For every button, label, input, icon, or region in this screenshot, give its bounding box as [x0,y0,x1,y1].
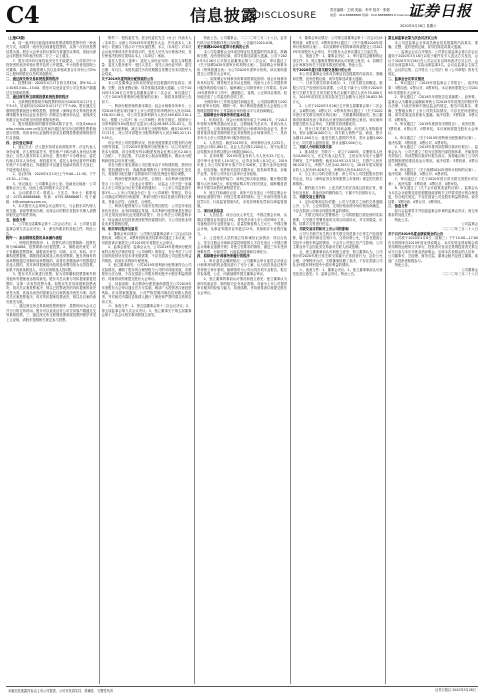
section-subtitle: DISCLOSURE [254,11,317,21]
paragraph: 本公司及董事会全体成员保证信息披露的内容真实、准确和完整，没有虚假记载、误导性陈述或重大遗漏。公司于2020年3月26日召开第五届董事会第十二次会议，审议通过了《关于续聘2020年度审计机构的议案》，拟续聘会计师事务所（特殊普通合伙）为公司2020年度审计机构，该议案尚需提交公司股东大会审议。 [197,49,287,77]
footer-divider [6,686,478,687]
announcement-heading: 四、拟续聘会计师事务所履行的程序 [197,254,250,259]
signature-line: 公司监事会 [461,222,478,227]
announcement-heading: 二、拟续聘会计师事务所的基本信息 [197,113,250,118]
paragraph: 3、登记地点：公司董事会办公室。信函登记地址：公司董事会办公室，信函上请注明股东大会字样。 [6,181,96,191]
paragraph: 6、审议通过了《关于续聘2020年度审计机构的议案》。表决结果：3票同意、0票反对、0票弃权。 [388,167,478,177]
paragraph: 2、独立董事的事前认可情况和独立意见：独立董事认为该所具备证券、期货相关业务执业资格，具备为上市公司提供审计服务的经验与能力，同意续聘，并同意将该议案提交股东大会审议。 [197,276,287,295]
announcement-heading: 关于2020年度日常关联交易预计的公告 [292,67,352,72]
paragraph: 5、本次股东大会现场会议会期半天，与会股东或代理人的交通、食宿等费用自理。出席会议的股东及股东代理人请携带相关证件原件到场。 [6,204,96,218]
paragraph: 1、定价政策和定价依据：公司与关联方之间的交易遵循公开、公平、公正的原则，交易价格参照市场价格协商确定，不存在损害公司和全体股东利益的情形。 [292,199,383,213]
paragraph: 1、董事会审议情况：公司第五届董事会第十二次会议以9票同意、0票反对、0票弃权的表决结果审议通过了本议案，并同意将该议案提交公司2019年年度股东大会审议。 [101,231,192,245]
paragraph: 4、投资者保护能力：该所已购买职业保险，累计赔偿限额为人民币8亿元，职业保险购买符合相关规定，能够覆盖因审计失败导致的民事赔偿责任。 [197,176,287,191]
paragraph: 5、独立性和诚信记录：该所不存在违反《中国注册会计师职业道德守则》对独立性要求的情形。近三年该所受到行政处罚1次、行政监管措施3次，未受到刑事处罚和自律监管措施。 [197,190,287,209]
paragraph: 五、报备文件：1、董事会决议；2、审计委员会履职的证明文件；3、独立董事签署的事前认可和独立意见；4、拟聘任会计师事务所关于其基本情况的说明。特此公告。 [292,54,383,68]
paragraph: 一、监事会会议召开情况：公司第五届监事会第九次会议通知于2020年3月16日以电子邮件及专人送达方式发出，会议于2020年3月26日在公司会议室以现场表决方式召开。会议应出席监事3名，实际出席监事3名。会议由监事会主席主持，会议的召集、召开符合《公司法》和《公司章程》的有关规定。 [388,49,478,77]
paragraph: 1、审议通过了《2019年度监事会工作报告》。表决结果：3票同意、0票反对、0票弃权。本议案尚需提交公司2019年年度股东大会审议。 [388,81,478,95]
paragraph: 本公司及董事会全体成员保证信息披露的内容真实、准确、完整，没有虚假记载、误导性陈述或重大遗漏。公司于2020年3月26日召开第五届董事会第十二次会议，审议通过了《关于2019年度利润分配预案的议案》，现将具体情况公告如下。 [101,81,192,104]
footer-disclaimer: 本版信息披露内容由上市公司提供，公司对其真实性、准确性、完整性负责 [8,689,114,693]
announcement-heading: 附件一：参加网络投票的具体操作流程 [6,236,63,241]
paragraph: 5、审议通过了《2019年度内部控制自我评价报告》。监事会认为，公司已建立了较为完善的内部控制体系，并能得到有效执行，内部控制自我评价报告真实、客观地反映了公司内部控制制度的建设及运行情况。表决结果：3票同意、0票反对、0票弃权。 [388,145,478,168]
paragraph: 一、利润分配预案的基本情况：经会计师事务所审计，公司2019年度实现归属于上市公司股东的净利润为人民币326,458,921.36元，母公司实现净利润为人民币289,652,310.18元。根据《公司法》和《公司章程》的有关规定，按照母公司净利润的10%提取法定盈余公积金28,965,231.02元，加上年初未分配利润，减去本年度已分配的利润，截至2019年12月31日，母公司可供股东分配的利润为人民币865,327,419.55元。 [101,104,192,141]
paragraph: 3、审议通过了《2019年度财务决算报告》。表决结果：3票同意、0票反对、0票弃权。本议案尚需提交股东大会审议。 [388,122,478,136]
paragraph: 六、备查文件：1、董事会决议；2、独立董事事前认可意见及独立意见；3、监事会决议。特此公告。 [292,267,383,277]
paragraph: 1、公司第五届董事会第十二次会议决议；2、公司第五届监事会第九次会议决议；3、深交所要求的其他文件。特此公告。 [6,222,96,236]
paragraph: 本公司及董事会全体成员保证信息披露的内容真实、准确和完整，没有虚假记载、误导性陈述或重大遗漏。 [292,72,383,81]
announcement-heading: 五、备查文件 [6,217,26,222]
announcement-heading: 四、关联交易目的和对上市公司的影响 [292,226,349,231]
paragraph: 1、投票时间：2020年4月17日的交易时间，即9:30—11:30和13:00—15:00。股东可以登录证券公司交易客户端通过交易系统投票。 [6,81,96,95]
announcement-heading: 三、通过深交所互联网投票系统投票的程序 [6,95,69,100]
paragraph: 2、登记时间：2020年4月15日上午9:00—11:30，下午13:30—17:00。 [6,172,96,181]
paragraph: 公司与关联方发生的日常关联交易是基于正常生产经营需要，属于正常的商业交易行为，交易价格公允，不存在损害公司及中小股东利益的情形，不会对公司独立性产生影响，公司主要业务不会因此类交易而对关联人形成依赖。 [292,231,383,250]
text-column [388,36,478,684]
masthead [0,0,484,40]
paragraph: 为保持审计工作的连续性和稳定性，公司拟续聘其为2020年度审计机构，聘期一年，审计费用提请股东大会授权公司管理层根据审计工作量和市场价格水平与其协商确定。 [197,99,287,113]
paragraph: 五、其他说明：本次利润分配预案尚需提交公司2019年年度股东大会审议通过后方可实施，敬请广大投资者注意投资风险。在本预案披露前，公司严格控制内幕信息知情人的范围，并对相关内幕信息知情人履行了保密和严禁内幕交易的告知义务。 [101,281,192,304]
paragraph: 2、审议通过了《2019年年度报告及其摘要》。经审核，监事会认为董事会编制和审核公司2019年年度报告的程序符合法律、行政法规和中国证监会的规定，报告内容真实、准确、完整地反映了上市公司的实际情况，不存在任何虚假记载、误导性陈述或者重大遗漏。表决结果：3票同意、0票反对、0票弃权。 [388,95,478,122]
paragraph: 3、独立董事意见：公司2019年度利润分配预案符合公司实际情况，兼顾了股东的合理回报与公司的可持续发展，决策程序合法合规，不存在损害公司股东特别是中小股东利益的情形，同意将该预案提交股东大会审议。 [101,263,192,281]
column-divider [290,36,291,684]
announcement-heading: 第五届监事会第九次会议决议公告 [388,36,438,40]
paragraph: 1、机构信息：该会计师事务所成立于1981年，于2013年转制为特殊普通合伙企业，注册地址为北京市，首席合伙人为张先生。已取得财政部颁发的会计师事务所执业证书，是中国首批获得证券期货相关业务资格的会计师事务所之一，具有多年为上市公司提供审计服务的经验。 [197,117,287,141]
paragraph: 1、互联网投票系统开始投票的时间为2020年4月17日上午9:15，结束时间为2020年4月17日下午3:00。股东通过互联网投票系统进行网络投票，需按照《深圳证券交易所投资者网络服务身份认证业务指引》的规定办理身份认证，取得深交所数字证书或深交所投资者服务密码。 [6,99,96,122]
paragraph: 3、预计日常关联交易类别和金额：向关联人采购原材料，预计金额18,000万元；向关联人销售产品、商品，预计金额12,000万元；接受关联人提供的劳务，预计金额3,000万元；向关联人租赁房屋，预计金额2,000万元。 [292,126,383,145]
paragraph: 综合考虑公司的盈利状况、经营发展需要及对股东的合理回报等因素，公司2019年度利润分配预案为：以公司现有总股本为基数，向全体股东每10股派发现金红利人民币2.00元（含税），不送红股，不以资本公积金转增股本，剩余未分配利润结转以后年度分配。 [101,140,192,163]
paragraph: 6、同一表决权只能选择现场投票或网络投票中的一种表决方式，如果同一表决权出现重复投票的，以第一次有效投票结果为准。股东大会审议的议案均为普通决议事项，须经出席会议的股东所持表决权的二分之一以上通过。 [6,40,96,59]
paragraph: 2、人员信息：截至2019年末，该所拥有合伙人232名，注册会计师1,862名，从业人员总数5,200余人，其中从事过证券服务业务的注册会计师超过800人。 [197,140,287,154]
text-column [197,36,287,684]
signature-line: 二〇二〇年三月二十八日 [441,272,478,277]
paragraph: 3、业务规模：2019年度业务收入为人民币25.7亿元，其中审计业务收入19.3亿元，证券业务收入8.2亿元。2019年度上市公司年报审计客户共计326家，主要行业涉及制造业、信息传输、软件和信息技术服务业、批发和零售业、房地产业等，具有公司所在行业审计业务经验。 [197,154,287,177]
announcement-heading: 二、通过深交所交易系统投票的程序 [6,76,59,81]
paragraph: 2、上述相关人员的独立性和诚信记录情况：项目合伙人、签字注册会计师和质量控制复核人不存在违反《中国注册会计师职业道德守则》对独立性要求的情形，最近三年未受到刑事处罚、行政处罚、行政监管措施和自律处分。 [197,236,287,254]
paragraph: 附件二：授权委托书。兹全权委托先生（女士）代表本人（本单位）出席公司2019年年度股东大会，并代表本人（本单位）依照以下指示对下列议案投票。本人（本单位）对本次会议表决事项未作具体指示的，受托人可代为行使表决权，其行使表决权的后果均由本人（本单位）承担。 [101,36,192,59]
announcement-heading: 二、关联人介绍和关联关系 [292,145,333,150]
paragraph: 二、利润分配预案的合法性、合规性：本次利润分配预案符合《公司法》、《企业会计准则》、证监会《关于进一步落实上市公司现金分红有关事项的通知》、《上市公司监管指引第3号——上市公司现金分红》及《公司章程》等规定，符合公司确定的利润分配政策、利润分配计划以及做出的相关承诺，具备合法性、合规性、合理性。 [101,176,192,204]
paragraph: 4、审议通过了《关于2019年度利润分配预案的议案》。表决结果：3票同意、0票反对、0票弃权。 [388,136,478,145]
issue-date: 2020年3月28日 星期六 [400,24,437,28]
announcement-heading: 三、关联交易主要内容 [292,195,326,200]
contact-line: 电话：010-88888888 传真：010-88888889 E-mail:xinxipilu@163.com [330,13,434,17]
paragraph: 公司将于2020年4月8日（星期三）下午15:00—17:00在全景网举办2019年度业绩说明会，本次年度业绩说明会将采用网络远程的方式举行，投资者可登录全景网投资者关系互动平台参与本次年度业绩说明会。出席本次说明会的人员有：公司董事长、总经理、财务总监、董事会秘书及独立董事。欢迎广大投资者积极参与。 [388,236,478,263]
editor-credits: 责任编辑：王明 美编：李华 校对：张强 [330,8,390,12]
paragraph: 本公司及监事会全体成员保证信息披露的内容真实、准确、完整，没有虚假记载、误导性陈述或重大遗漏。 [388,40,478,50]
page-number: C4 [6,2,40,29]
announcement-heading: 二、监事会会议审议情况 [388,76,425,81]
paragraph: 2、公司于2020年3月26日召开第五届董事会第十二次会议，以6票同意、0票反对、0票弃权审议通过了《关于2020年度日常关联交易预计的议案》，关联董事回避表决。独立董事对该事项发表了事前认可意见和同意的独立意见。该议案尚需提交股东大会审议，关联股东将回避表决。 [292,104,383,127]
paragraph: 特此公告。公司董事会，二〇二〇年三月二十八日。证券代码与证券简称详见公告标题，公告编号2020-018。 [197,36,287,45]
masthead-divider [6,30,478,32]
paragraph: 2、关联交易协议签署情况：公司将根据日常经营的实际需要，与关联方签署具体的交易合同或协议，对交易数量、价格、结算方式等进行约定。 [292,213,383,227]
section-title: 信息披露 [190,6,259,25]
article-body [6,36,478,684]
paragraph: 若在分配方案实施前公司总股本由于可转债转股、股份回购、股权激励行权、再融资新增股份上市等原因而发生变化的，将按照分配总额不变的原则对分配比例进行相应调整。 [101,163,192,177]
paragraph: 8、审议通过了《关于会计政策变更的议案》。监事会认为本次会计政策变更是根据财政部相关文件要求进行的合理变更，符合相关规定，不存在损害公司及股东利益的情形。表决结果：3票同意、0票反对、0票弃权。 [388,186,478,204]
announcement-heading: 关于2019年度利润分配预案的公告 [101,76,154,81]
paragraph: 2、监事会意见：监事会认为，公司2019年度利润分配预案符合相关法律法规及《公司章程》的规定，充分考虑了公司目前的经营状况及未来发展需要，不存在损害公司及股东利益的情形，同意本次利润分配预案。 [101,245,192,263]
paragraph: 7、审议通过了《关于2020年度日常关联交易预计的议案》。表决结果：3票同意、0票反对、0票弃权。 [388,176,478,186]
text-column [6,36,96,684]
paragraph: 4、会议联系方式：联系人：王先生、李女士；联系电话：0755-88886666；传真：0755-88886667；电子邮箱：ir@company.com.cn。 [6,190,96,204]
paragraph: 委托人签名（盖章）：委托人身份证号码：委托人持股数量：委托人股东账号：受托人签名：受托人身份证号码：委托日期：年月日。本授权委托书有效期限自签署日至本次股东大会结束。 [101,58,192,77]
paragraph: 特此公告。 [394,263,412,268]
column-divider [99,36,100,684]
announcement-heading: 三、备查文件 [388,204,408,209]
paragraph: 三、利润分配预案与公司成长性的匹配性：公司近年来经营状况良好，业务持续稳定发展。本次利润分配预案是在保证公司正常经营和长远发展的前提下，综合考虑公司的盈利水平、现金流状况及投资者回报等因素提出的，与公司经营业绩及未来发展相匹配。 [101,204,192,227]
paragraph: 一、日常关联交易基本情况：1、日常关联交易概述。根据公司生产经营的实际需要，公司及下属子公司预计2020年度与关联方发生日常关联交易总金额不超过人民币35,000万元，2019年度同类交易实际发生总金额为人民币28,652.36万元。 [292,81,383,104]
paragraph: 特此公告。 [394,217,412,222]
paragraph: 3、履约能力分析：上述关联方依法存续且经营正常，财务状况良好，具备良好的履约能力，不属于失信被执行人。 [292,186,383,195]
paragraph: 1、人员信息：项目合伙人李先生，中国注册会计师，从事证券服务业务超过15年，曾负责多家上市公司的审计工作，具备相应的专业胜任能力。质量控制复核人王女士，中国注册会计师，从事证券服务业务超过12年，具备相应专业胜任能力。 [197,213,287,236]
announcement-heading: 四、会议登记事项 [6,140,33,145]
footer-publisher: 证券日报社 2020年3月28日 [435,688,476,692]
paragraph: 3、董事会审议情况：公司第五届董事会第十二次会议以9票同意、0票反对、0票弃权审议通过了《关于续聘2020年度审计机构的议案》。本次续聘审计机构事项尚需提交公司2019年年度股东大会审议，并自股东大会审议通过之日起生效。 [292,36,383,54]
newspaper-logo: 证券日报 [408,2,473,20]
paragraph: 2、与上市公司的关联关系：该公司为公司控股股东控制的企业，符合《深圳证券交易所股票上市规则》规定的关联关系情形。 [292,172,383,186]
announcement-heading: 关于续聘2020年度审计机构的公告 [197,45,250,50]
paragraph: 六、备查文件：1、第五届董事会第十二次会议决议；2、第五届监事会第九次会议决议；3、独立董事关于第五届董事会第十二次会议相关事项的独立意见。 [101,304,192,318]
paragraph: 一、拟续聘会计师事务所事项的情况说明：该会计师事务所具有证券、期货相关业务从业资格，具备为上市公司提供审计服务的经验与能力，能够满足公司财务审计工作要求。在2019年度的审计工作中，遵循独立、客观、公正的执业准则，较好地完成了公司委托的各项工作。 [197,76,287,100]
paragraph: 五、独立董事事前认可和独立意见：独立董事认为，公司预计的2020年度日常关联交易属于正常经营行为，定价公允合理，决策程序合法，关联董事回避了表决，不存在损害公司及全体股东特别是中小股东利益的情形。 [292,249,383,268]
paragraph: 二、通过深交所交易系统投票的程序：投票时间为会议召开当日的交易时间。股东可以登录证券公司交易客户端通过交易系统投票。三、通过深交所互联网投票系统投票的程序详见上文说明，请股东按照相关规定参与投票。 [6,304,96,322]
paragraph: 经与会监事签字并加盖监事会印章的监事会决议；深交所要求的其他文件。 [388,208,478,218]
paragraph: 2、股东根据获取的服务密码或数字证书，可登录http://wltp.cninfo.com.cn规定时间内通过深交所互联网投票系统进行投票。具体身份认证流程可登录互联网投票系统规则指引栏目查阅。 [6,122,96,141]
column-divider [385,36,386,684]
paragraph: 1、审计委员会履职情况：公司董事会审计委员会对该会计师事务所的执业情况进行了充分了解，认为其在执业过程中坚持独立审计原则，能够按时为公司出具各项专业报告，报告内容客观、公正，同意续聘并提交董事会审议。 [197,258,287,277]
paragraph: 1、登记方式：法人股东持营业执照复印件、法定代表人身份证明、法人授权委托书、股东账户卡和出席人身份证办理登记；自然人股东持本人身份证、股东账户卡办理登记；委托代理人持本人身份证、授权委托书、委托人身份证复印件和股东账户卡办理登记。异地股东可以通过信函或传真方式登记，不接受电话登记。 [6,145,96,172]
signature-line: 二〇二〇年三月二十八日 [441,226,478,231]
paragraph: 一、网络投票的程序：1、投票代码与投票简称：投票代码为362688，投票简称为信披投票。2、填报表决意见：对于非累积投票提案，填报表决意见：同意、反对、弃权。对于累积投票提案，填报投给某候选人的选举票数。股东所拥有的选举票数超过其拥有选举票数的，或者在差额选举中投票超过应选人数的，其对该项提案组所投的选举票均视为无效投票。如果不同意某候选人，可以对该候选人投0票。 [6,240,96,272]
announcement-heading: 三、项目成员信息 [197,208,224,213]
signature-line: 公司董事会 [461,267,478,272]
announcement-heading: 关于召开2019年度业绩说明会的公告 [388,231,444,236]
text-column [293,36,383,684]
text-column [102,36,192,684]
announcement-heading: （上接C3版） [6,36,28,40]
column-divider [194,36,195,684]
paragraph: 3、股东对总议案进行投票，视为对除累积投票提案外的其他所有提案表达相同意见。股东对总议案与具体提案重复投票时，以第一次有效投票为准。如股东先对具体提案投票表决，再对总议案投票表决，则以已投票表决的具体提案的表决意见为准，其他未表决的提案以总议案的表决意见为准；如先对总议案投票表决，再对具体提案投票表决，则以总议案的表决意见为准。 [6,272,96,304]
paragraph: 7、股东对所有议案均表决完毕才能提交。公司将对中小投资者的表决单独计票并及时公开披露。中小投资者是指除公司董事、监事、高级管理人员以及单独或者合计持有公司5%以上股份的股东以外的其他股东。 [6,58,96,77]
paragraph: 1、基本情况：关联方一，成立于2005年，注册资本人民币10,000万元，法定代表人赵先生，主营业务为电子元器件的研发、生产和销售。截至2019年12月31日，总资产人民币86,520万元，净资产人民币42,365万元，2019年度实现营业收入人民币95,628万元，净利润人民币6,852万元。 [292,149,383,172]
announcement-heading: 四、相关审议程序及意见 [101,226,138,231]
